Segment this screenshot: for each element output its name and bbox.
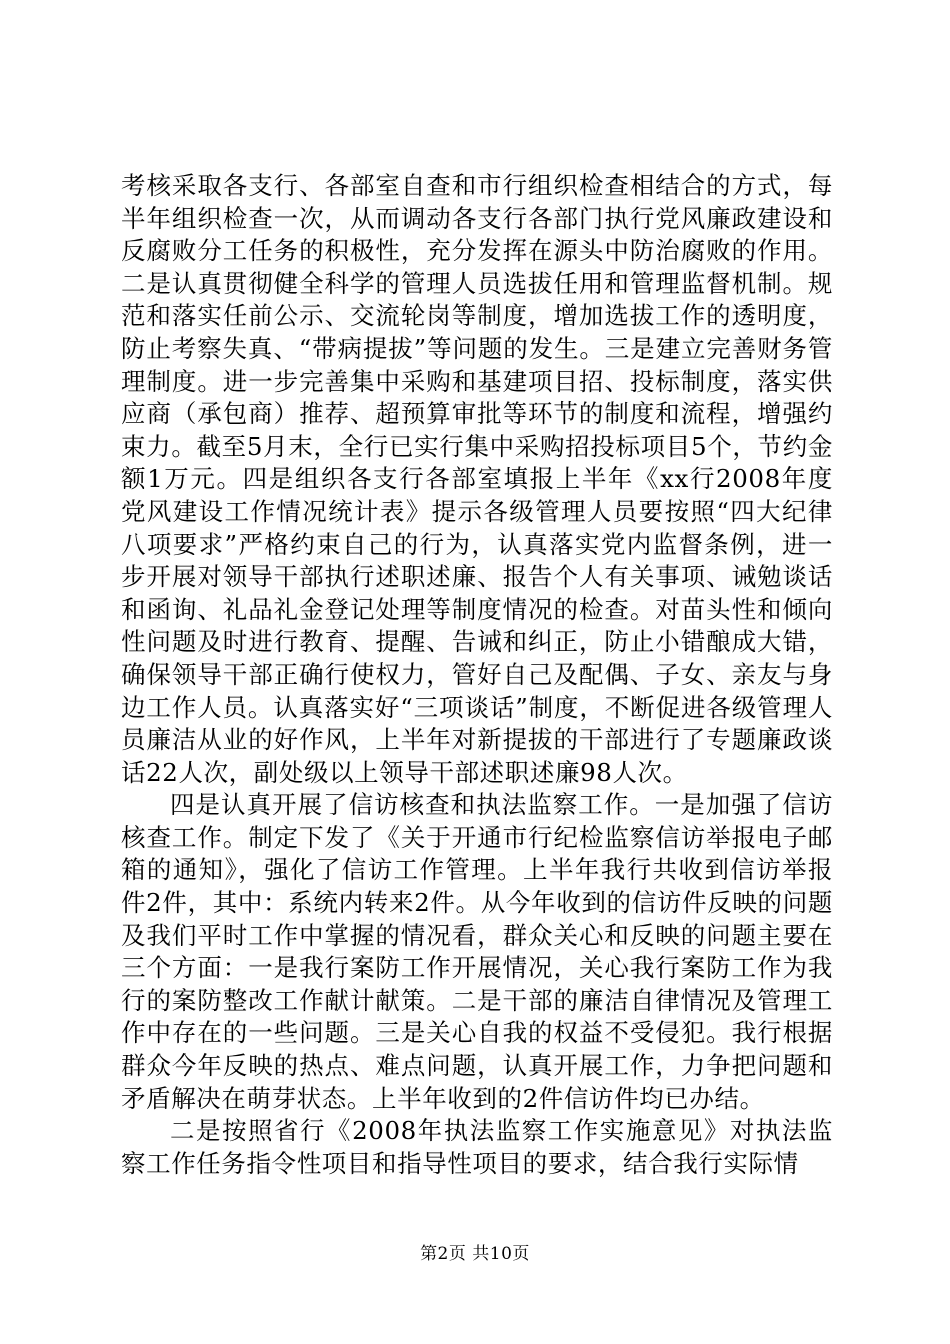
paragraph-3: 二是按照省行《2008年执法监察工作实施意见》对执法监察工作任务指令性项目和指导性项目的要求，结合我行实际情 bbox=[121, 1116, 833, 1178]
document-body bbox=[121, 170, 833, 1180]
page-number-label: 第2页 共10页 bbox=[420, 1244, 530, 1264]
page-footer bbox=[0, 1243, 950, 1265]
paragraph-1: 考核采取各支行、各部室自查和市行组织检查相结合的方式，每半年组织检查一次，从而调动各支行各部门执行党风廉政建设和反腐败分工任务的积极性，充分发挥在源头中防治腐败的作用。二是认真贯彻健全科学的管理人员选拔任用和管理监督机制。规范和落实任前公示、交流轮岗等制度，增加选拔工作的透明度，防止考察失真、“带病提拔”等问题的发生。三是建立完善财务管理制度。进一步完善集中采购和基建项目招、投标制度，落实供应商（承包商）推荐、超预算审批等环节的制度和流程，增强约束力。截至5月末，全行已实行集中采购招投标项目5个，节约金额1万元。四是组织各支行各部室填报上半年《xx行2008年度党风建设工作情况统计表》提示各级管理人员要按照“四大纪律八项要求”严格约束自己的行为，认真落实党内监督条例，进一步开展对领导干部执行述职述廉、报告个人有关事项、诫勉谈话和函询、礼品礼金登记处理等制度情况的检查。对苗头性和倾向性问题及时进行教育、提醒、告诫和纠正，防止小错酿成大错，确保领导干部正确行使权力，管好自己及配偶、子女、亲友与身边工作人员。认真落实好“三项谈话”制度，不断促进各级管理人员廉洁从业的好作风，上半年对新提拔的干部进行了专题廉政谈话22人次，副处级以上领导干部述职述廉98人次。 bbox=[121, 171, 833, 787]
paragraph-2: 四是认真开展了信访核查和执法监察工作。一是加强了信访核查工作。制定下发了《关于开通市行纪检监察信访举报电子邮箱的通知》，强化了信访工作管理。上半年我行共收到信访举报件2件，其中：系统内转来2件。从今年收到的信访件反映的问题及我们平时工作中掌握的情况看，群众关心和反映的问题主要在三个方面：一是我行案防工作开展情况，关心我行案防工作为我行的案防整改工作献计献策。二是干部的廉洁自律情况及管理工作中存在的一些问题。三是关心自我的权益不受侵犯。我行根据群众今年反映的热点、难点问题，认真开展工作，力争把问题和矛盾解决在萌芽状态。上半年收到的2件信访件均已办结。 bbox=[121, 790, 833, 1113]
